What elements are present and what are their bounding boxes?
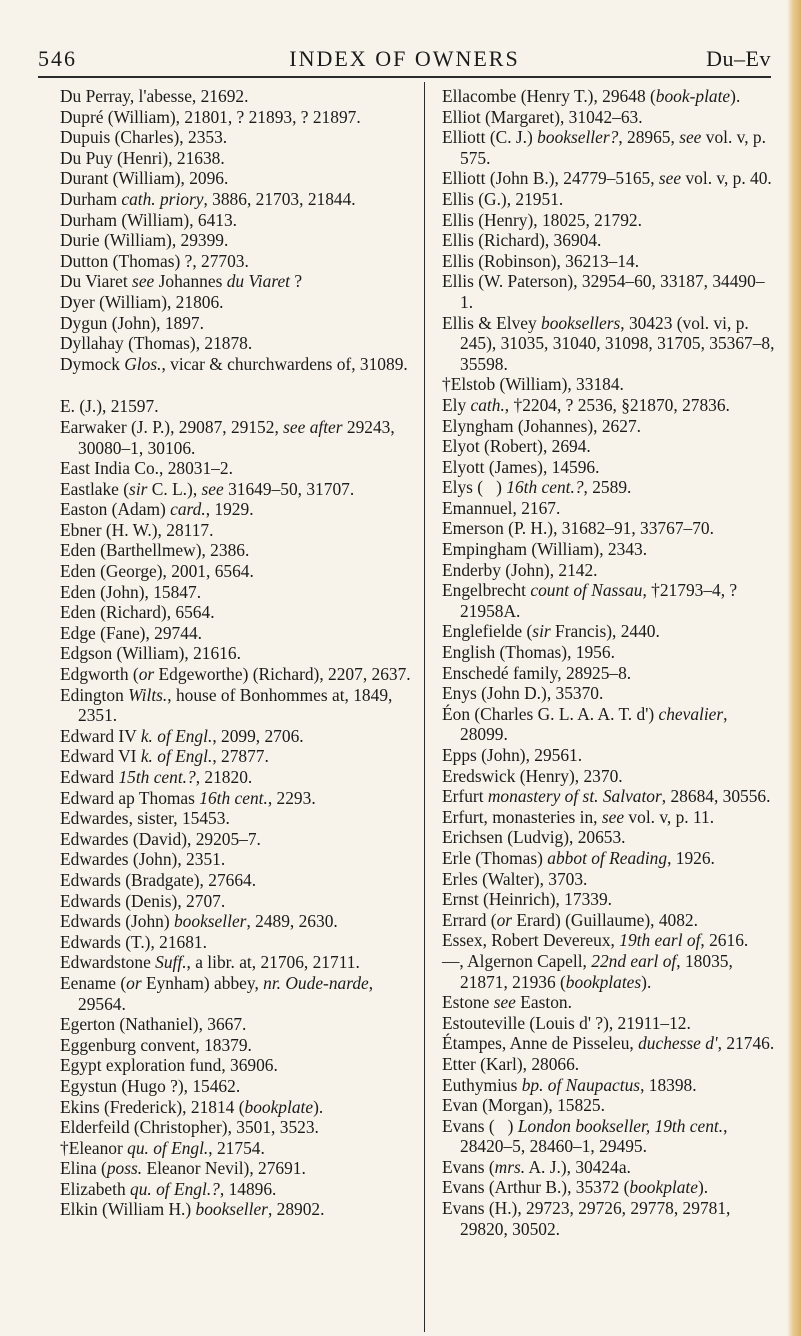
index-entry: Éon (Charles G. L. A. A. T. d') chevalier, 28099. xyxy=(442,703,728,745)
index-entry: Ellacombe (Henry T.), 29648 (book-plate). xyxy=(442,86,741,106)
index-entry: Eename (or Eynham) abbey, nr. Oude-narde, 29564. xyxy=(60,972,374,1014)
index-entry: Ellis (Richard), 36904. xyxy=(442,230,602,251)
index-entry: Elys ( ) 16th cent.?, 2589. xyxy=(442,477,632,498)
index-entry: Edwardes (David), 29205–7. xyxy=(60,828,261,849)
index-entry: Estone see Easton. xyxy=(442,992,572,1013)
index-entry: Etter (Karl), 28066. xyxy=(442,1053,580,1074)
index-entry: Erfurt monastery of st. Salvator, 28684, 30556. xyxy=(442,786,771,807)
index-entry: Ebner (H. W.), 28117. xyxy=(60,519,214,540)
right-column xyxy=(442,86,776,1239)
index-entry: Evans ( ) London bookseller, 19th cent., 28420–5, 28460–1, 29495. xyxy=(442,1115,728,1157)
index-entry: †Elstob (William), 33184. xyxy=(442,374,624,395)
index-entry: Enschedé family, 28925–8. xyxy=(442,662,632,683)
index-entry: East India Co., 28031–2. xyxy=(60,458,233,479)
index-entry: Evans (mrs. A. J.), 30424a. xyxy=(442,1156,631,1177)
index-entry: Elliott (John B.), 24779–5165, see vol. v, p. 40. xyxy=(442,168,772,189)
index-entry: Elliot (Margaret), 31042–63. xyxy=(442,106,643,127)
index-entry: Edward ap Thomas 16th cent., 2293. xyxy=(60,787,316,808)
index-entry: Eredswick (Henry), 2370. xyxy=(442,765,623,786)
column-divider xyxy=(424,82,425,1332)
index-entry: Durant (William), 2096. xyxy=(60,168,229,189)
index-entry: Evans (Arthur B.), 35372 (bookplate). xyxy=(442,1177,709,1198)
index-entry: Egypt exploration fund, 36906. xyxy=(60,1055,278,1076)
index-entry: Emerson (P. H.), 31682–91, 33767–70. xyxy=(442,518,714,539)
index-entry: Easton (Adam) card., 1929. xyxy=(60,499,254,520)
index-entry: Eastlake (sir C. L.), see 31649–50, 31707. xyxy=(60,478,355,499)
index-entry: Eden (George), 2001, 6564. xyxy=(60,561,254,582)
index-entry: Erles (Walter), 3703. xyxy=(442,868,588,889)
index-entry: Edwards (Denis), 2707. xyxy=(60,890,226,911)
left-column xyxy=(60,86,416,1220)
index-entry: Eden (John), 15847. xyxy=(60,581,202,602)
index-entry: Du Perray, l'abesse, 21692. xyxy=(60,86,249,106)
index-entry: Elyot (Robert), 2694. xyxy=(442,436,591,457)
index-entry: E. (J.), 21597. xyxy=(60,396,159,417)
index-entry: Ellis (Henry), 18025, 21792. xyxy=(442,209,642,230)
index-entry: Essex, Robert Devereux, 19th earl of, 2616. xyxy=(442,930,749,951)
index-entry: Durham cath. priory, 3886, 21703, 21844. xyxy=(60,188,356,209)
index-entry: Eggenburg convent, 18379. xyxy=(60,1034,252,1055)
index-entry: Elliott (C. J.) bookseller?, 28965, see vol. v, p. 575. xyxy=(442,127,766,168)
index-entry: Ellis (W. Paterson), 32954–60, 33187, 34490–1. xyxy=(442,271,765,312)
index-entry: Dyer (William), 21806. xyxy=(60,291,224,312)
index-entry: Ekins (Frederick), 21814 (bookplate). xyxy=(60,1096,324,1117)
index-entry: Epps (John), 29561. xyxy=(442,745,583,765)
index-entry: Durie (William), 29399. xyxy=(60,230,229,251)
index-entry: Dupuis (Charles), 2353. xyxy=(60,127,228,148)
index-entry: Du Viaret see Johannes du Viaret ? xyxy=(60,271,303,292)
index-entry: Ellis (Robinson), 36213–14. xyxy=(442,250,640,271)
index-entry: Edwardes, sister, 15453. xyxy=(60,808,230,829)
index-entry: Elizabeth qu. of Engl.?, 14896. xyxy=(60,1178,277,1199)
index-entry: Dutton (Thomas) ?, 27703. xyxy=(60,250,249,271)
index-entry: Dupré (William), 21801, ? 21893, ? 21897. xyxy=(60,106,361,127)
index-entry: Dymock Glos., vicar & churchwardens of, 31089. xyxy=(60,353,408,374)
index-entry: Erfurt, monasteries in, see vol. v, p. 11. xyxy=(442,806,715,827)
index-entry: Egystun (Hugo ?), 15462. xyxy=(60,1075,241,1096)
index-entry: Ernst (Heinrich), 17339. xyxy=(442,889,613,910)
index-entry: Elyott (James), 14596. xyxy=(442,456,600,477)
index-entry: Enderby (John), 2142. xyxy=(442,559,598,580)
index-entry: Ellis (G.), 21951. xyxy=(442,188,564,209)
index-entry: Edgson (William), 21616. xyxy=(60,643,241,664)
index-entry: Empingham (William), 2343. xyxy=(442,539,648,560)
index-entry: Edwardes (John), 2351. xyxy=(60,849,226,870)
index-entry: Edington Wilts., house of Bonhommes at, 1849, 2351. xyxy=(60,684,393,726)
index-entry: Evans (H.), 29723, 29726, 29778, 29781, 29820, 30502. xyxy=(442,1198,731,1239)
index-entry: Edward VI k. of Engl., 27877. xyxy=(60,746,269,767)
index-entry: Edwards (T.), 21681. xyxy=(60,931,207,952)
index-entry: Edwards (Bradgate), 27664. xyxy=(60,869,257,890)
index-entry: Durham (William), 6413. xyxy=(60,209,238,230)
index-entry: Eden (Barthellmew), 2386. xyxy=(60,540,250,561)
index-entry: —, Algernon Capell, 22nd earl of, 18035, 21871, 21936 (bookplates). xyxy=(442,950,733,992)
index-entry: Eden (Richard), 6564. xyxy=(60,602,215,623)
index-entry: Edgworth (or Edgeworthe) (Richard), 2207, 2637. xyxy=(60,664,411,685)
index-entry: Elderfeild (Christopher), 3501, 3523. xyxy=(60,1117,319,1138)
index-entry: Elkin (William H.) bookseller, 28902. xyxy=(60,1199,325,1220)
page-header xyxy=(38,46,771,76)
index-entry: English (Thomas), 1956. xyxy=(442,642,615,663)
index-entry: Engelbrecht count of Nassau, †21793–4, ? 21958A. xyxy=(442,580,738,621)
header-rule xyxy=(38,76,771,78)
index-entry: Earwaker (J. P.), 29087, 29152, see after 29243, 30080–1, 30106. xyxy=(60,416,395,458)
index-entry: Errard (or Erard) (Guillaume), 4082. xyxy=(442,909,698,930)
page-title: INDEX OF OWNERS xyxy=(289,46,520,71)
page-range: Du–Ev xyxy=(706,46,771,71)
index-entry: Edward 15th cent.?, 21820. xyxy=(60,767,253,787)
index-entry: Ely cath., †2204, ? 2536, §21870, 27836. xyxy=(442,394,730,415)
index-entry: Emannuel, 2167. xyxy=(442,497,561,518)
page-number: 546 xyxy=(38,46,77,71)
index-entry: Ellis & Elvey booksellers, 30423 (vol. vi, p. 245), 31035, 31040, 31098, 31705, 35367–8, 35598. xyxy=(442,312,775,374)
index-entry: Egerton (Nathaniel), 3667. xyxy=(60,1014,247,1035)
index-entry: Euthymius bp. of Naupactus, 18398. xyxy=(442,1074,697,1095)
page-edge xyxy=(787,0,801,1336)
index-entry: Edge (Fane), 29744. xyxy=(60,622,202,643)
index-entry: Elina (poss. Eleanor Nevil), 27691. xyxy=(60,1158,306,1179)
index-entry: Du Puy (Henri), 21638. xyxy=(60,147,225,168)
index-entry: Erle (Thomas) abbot of Reading, 1926. xyxy=(442,847,715,868)
index-entry: Edwards (John) bookseller, 2489, 2630. xyxy=(60,911,338,932)
index-entry: Étampes, Anne de Pisseleu, duchesse d', 21746. xyxy=(442,1033,775,1054)
index-entry: Dyllahay (Thomas), 21878. xyxy=(60,333,253,354)
index-entry: Edwardstone Suff., a libr. at, 21706, 21711. xyxy=(60,952,360,973)
index-entry: Evan (Morgan), 15825. xyxy=(442,1095,605,1116)
index-entry: Englefielde (sir Francis), 2440. xyxy=(442,621,660,642)
index-entry: Dygun (John), 1897. xyxy=(60,312,204,333)
index-entry: Enys (John D.), 35370. xyxy=(442,683,604,704)
index-entry: Edward IV k. of Engl., 2099, 2706. xyxy=(60,725,304,746)
section-gap xyxy=(60,374,416,396)
index-entry: Elyngham (Johannes), 2627. xyxy=(442,415,641,436)
index-entry: Erichsen (Ludvig), 20653. xyxy=(442,827,626,848)
index-entry: †Eleanor qu. of Engl., 21754. xyxy=(60,1137,265,1158)
index-entry: Estouteville (Louis d' ?), 21911–12. xyxy=(442,1012,691,1033)
